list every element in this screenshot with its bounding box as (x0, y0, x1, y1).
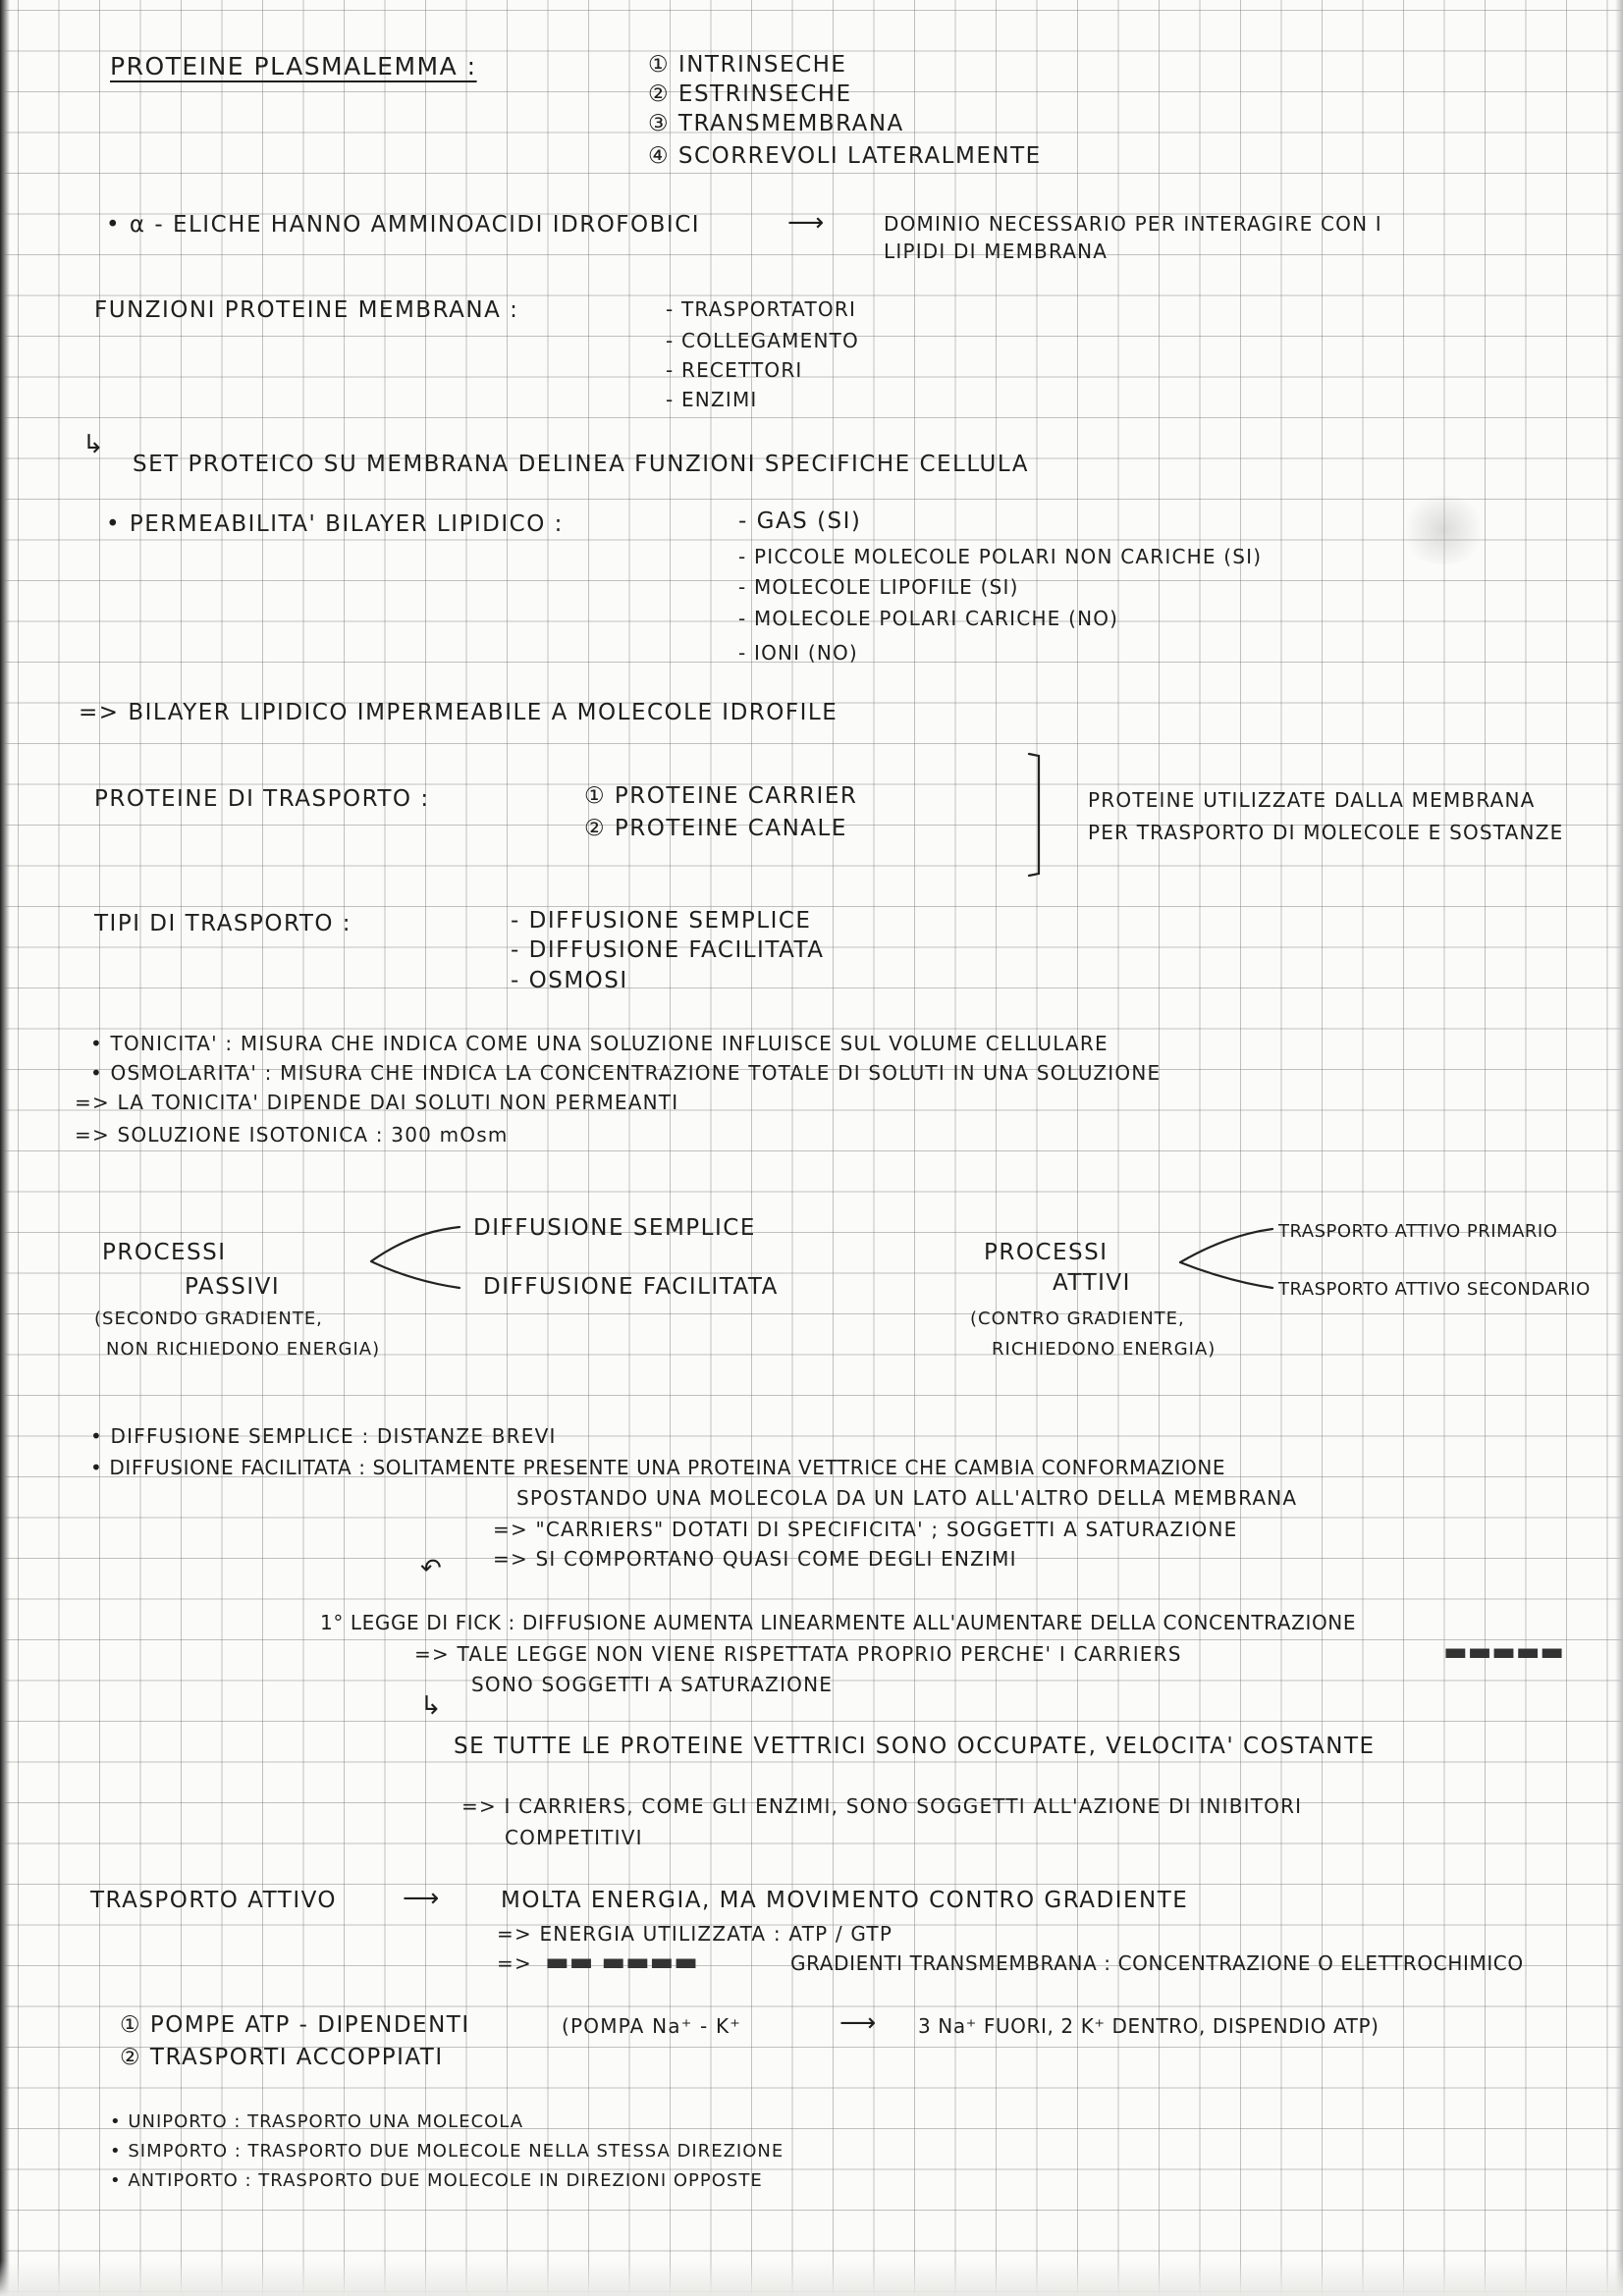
trasporto-proteine-note-1: PROTEINE UTILIZZATE DALLA MEMBRANA (1088, 788, 1536, 812)
arrow-right-icon: ⟶ (839, 2008, 877, 2038)
funzioni-item-2: - COLLEGAMENTO (666, 329, 859, 352)
permeabilita-item-5: - IONI (NO) (738, 641, 858, 665)
permeabilita-item-1: - GAS (SI) (738, 508, 862, 534)
tonicita-line-1: • TONICITA' : MISURA CHE INDICA COME UNA SOLUZIONE INFLUISCE SUL VOLUME CELLULARE (90, 1032, 1109, 1055)
tonicita-line-4: => SOLUZIONE ISOTONICA : 300 mOsm (75, 1123, 509, 1147)
branch-lines-passivi (371, 1227, 460, 1288)
pompe-line-2: (POMPA Na⁺ - K⁺ (562, 2014, 742, 2038)
processi-attivi-subtitle: ATTIVI (1053, 1270, 1131, 1296)
uniporto-line: • UNIPORTO : TRASPORTO UNA MOLECOLA (110, 2111, 524, 2132)
bracket-icon (1029, 754, 1039, 876)
scribble-strikeout: ▬▬ ▬▬▬▬ (545, 1948, 698, 1977)
processi-attivi-branch-1: TRASPORTO ATTIVO PRIMARIO (1278, 1221, 1558, 1242)
curved-arrow-icon: ↳ (82, 430, 104, 459)
processi-attivi-note-1: (CONTRO GRADIENTE, (970, 1308, 1185, 1329)
permeabilita-conclusion: => BILAYER LIPIDICO IMPERMEABILE A MOLECOLE IDROFILE (79, 700, 839, 725)
trasporto-proteine-item-1: ① PROTEINE CARRIER (584, 783, 858, 809)
processi-attivi-note-2: RICHIEDONO ENERGIA) (992, 1339, 1217, 1360)
tonicita-line-3: => LA TONICITA' DIPENDE DAI SOLUTI NON PERMEANTI (75, 1091, 679, 1114)
carriers-line-1: => "CARRIERS" DOTATI DI SPECIFICITA' ; SOGGETTI A SATURAZIONE (493, 1518, 1238, 1541)
trasporto-attivo-line-3: GRADIENTI TRANSMEMBRANA : CONCENTRAZIONE O ELETTROCHIMICO (790, 1951, 1524, 1975)
trasporto-attivo-line-3-prefix: => (497, 1951, 532, 1975)
trasporto-proteine-item-2: ② PROTEINE CANALE (584, 816, 847, 841)
fick-line-2: => TALE LEGGE NON VIENE RISPETTATA PROPRIO PERCHE' I CARRIERS (414, 1642, 1182, 1666)
processi-passivi-branch-1: DIFFUSIONE SEMPLICE (473, 1215, 756, 1241)
processi-passivi-note-2: NON RICHIEDONO ENERGIA) (106, 1339, 381, 1360)
header-item-2: ② ESTRINSECHE (648, 81, 852, 107)
tonicita-line-2: • OSMOLARITA' : MISURA CHE INDICA LA CONCENTRAZIONE TOTALE DI SOLUTI IN UNA SOLUZIONE (90, 1061, 1162, 1085)
saturazione-note: SE TUTTE LE PROTEINE VETTRICI SONO OCCUPATE, VELOCITA' COSTANTE (454, 1734, 1376, 1759)
trasporto-proteine-note-2: PER TRASPORTO DI MOLECOLE E SOSTANZE (1088, 821, 1564, 844)
curved-arrow-icon: ↶ (420, 1554, 442, 1583)
accoppiati-line: ② TRASPORTI ACCOPPIATI (120, 2045, 444, 2070)
trasporto-proteine-label: PROTEINE DI TRASPORTO : (94, 786, 430, 812)
alpha-helix-result-2: LIPIDI DI MEMBRANA (884, 240, 1109, 263)
trasporto-attivo-line-2: => ENERGIA UTILIZZATA : ATP / GTP (497, 1922, 893, 1946)
fick-line-1: 1° LEGGE DI FICK : DIFFUSIONE AUMENTA LINEARMENTE ALL'AUMENTARE DELLA CONCENTRAZIONE (320, 1611, 1357, 1634)
funzioni-item-4: - ENZIMI (666, 388, 758, 411)
processi-passivi-branch-2: DIFFUSIONE FACILITATA (483, 1274, 779, 1300)
processi-passivi-title: PROCESSI (102, 1240, 227, 1265)
processi-passivi-note-1: (SECONDO GRADIENTE, (94, 1308, 323, 1329)
permeabilita-item-4: - MOLECOLE POLARI CARICHE (NO) (738, 607, 1119, 630)
funzioni-item-1: - TRASPORTATORI (666, 297, 857, 321)
header-item-3: ③ TRANSMEMBRANA (648, 111, 904, 136)
permeabilita-item-2: - PICCOLE MOLECOLE POLARI NON CARICHE (SI) (738, 545, 1263, 568)
processi-attivi-title: PROCESSI (984, 1240, 1109, 1265)
tipi-item-2: - DIFFUSIONE FACILITATA (511, 937, 825, 963)
branch-lines-attivi (1180, 1229, 1272, 1288)
trasporto-attivo-label: TRASPORTO ATTIVO (90, 1888, 338, 1913)
alpha-helix-note: • α - ELICHE HANNO AMMINOACIDI IDROFOBICI (106, 212, 701, 238)
diffusione-semplice: • DIFFUSIONE SEMPLICE : DISTANZE BREVI (90, 1424, 557, 1448)
alpha-helix-result-1: DOMINIO NECESSARIO PER INTERAGIRE CON I (884, 212, 1382, 236)
carriers-line-2: => SI COMPORTANO QUASI COME DEGLI ENZIMI (493, 1547, 1017, 1571)
processi-passivi-subtitle: PASSIVI (185, 1274, 281, 1300)
diffusione-facilitata-2: SPOSTANDO UNA MOLECOLA DA UN LATO ALL'ALTRO DELLA MEMBRANA (516, 1486, 1298, 1510)
funzioni-item-3: - RECETTORI (666, 358, 803, 382)
tipi-item-3: - OSMOSI (511, 968, 628, 993)
header-item-1: ① INTRINSECHE (648, 52, 847, 78)
page-title: PROTEINE PLASMALEMMA : (110, 52, 477, 80)
permeabilita-label: • PERMEABILITA' BILAYER LIPIDICO : (106, 511, 564, 537)
tipi-item-1: - DIFFUSIONE SEMPLICE (511, 908, 812, 934)
fick-line-3: SONO SOGGETTI A SATURAZIONE (471, 1673, 834, 1696)
inibitori-line-2: COMPETITIVI (505, 1826, 643, 1849)
processi-attivi-branch-2: TRASPORTO ATTIVO SECONDARIO (1278, 1279, 1591, 1300)
arrow-right-icon: ⟶ (403, 1884, 440, 1913)
arrow-right-icon: ⟶ (787, 208, 825, 238)
diffusione-facilitata-1: • DIFFUSIONE FACILITATA : SOLITAMENTE PRESENTE UNA PROTEINA VETTRICE CHE CAMBIA CONFORMAZIONE (90, 1456, 1226, 1479)
curved-arrow-icon: ↳ (420, 1691, 442, 1721)
permeabilita-item-3: - MOLECOLE LIPOFILE (SI) (738, 575, 1019, 599)
funzioni-label: FUNZIONI PROTEINE MEMBRANA : (94, 297, 519, 323)
inibitori-line-1: => I CARRIERS, COME GLI ENZIMI, SONO SOGGETTI ALL'AZIONE DI INIBITORI (461, 1794, 1303, 1818)
header-item-4: ④ SCORREVOLI LATERALMENTE (648, 143, 1042, 169)
antiporto-line: • ANTIPORTO : TRASPORTO DUE MOLECOLE IN DIREZIONI OPPOSTE (110, 2170, 763, 2191)
simporto-line: • SIMPORTO : TRASPORTO DUE MOLECOLE NELLA STESSA DIREZIONE (110, 2141, 784, 2162)
scribble-strikeout: ▬▬▬▬▬ (1443, 1637, 1564, 1667)
tipi-label: TIPI DI TRASPORTO : (94, 911, 352, 936)
pompe-line: ① POMPE ATP - DIPENDENTI (120, 2012, 470, 2038)
pompe-line-3: 3 Na⁺ FUORI, 2 K⁺ DENTRO, DISPENDIO ATP) (918, 2014, 1380, 2038)
funzioni-note: SET PROTEICO SU MEMBRANA DELINEA FUNZIONI SPECIFICHE CELLULA (133, 452, 1029, 477)
trasporto-attivo-line-1: MOLTA ENERGIA, MA MOVIMENTO CONTRO GRADIENTE (501, 1888, 1189, 1913)
